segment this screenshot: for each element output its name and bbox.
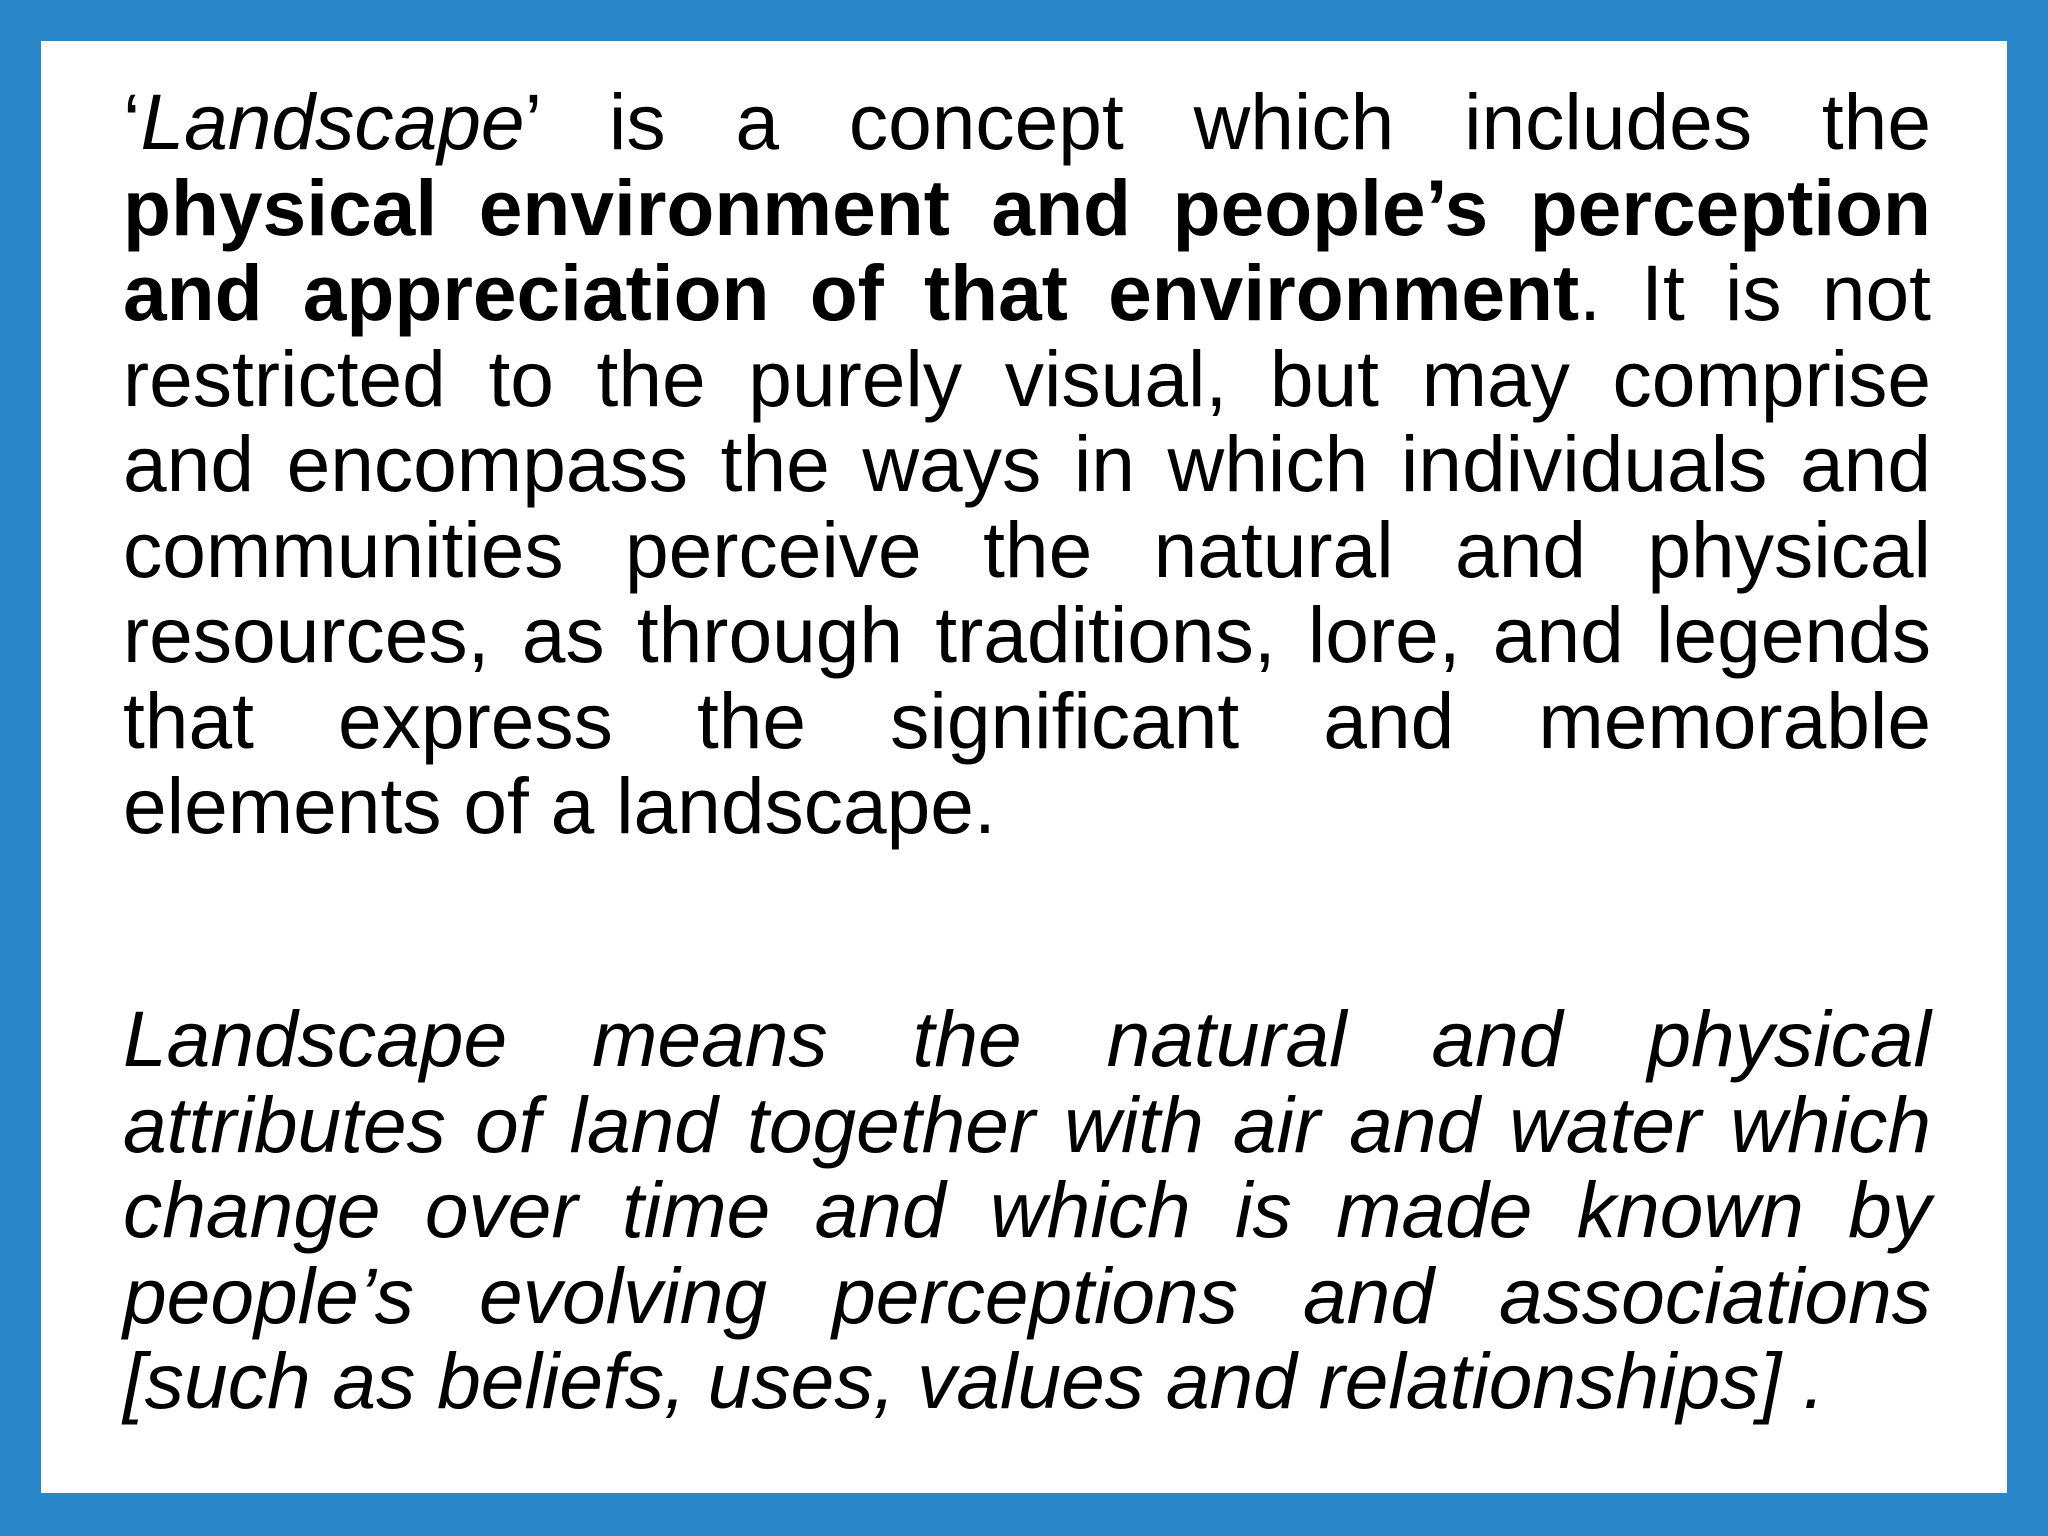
landscape-definition-paragraph (123, 997, 1931, 1425)
paragraph-1-line-7: resources, as through traditions, lore, and legends (123, 591, 1931, 679)
paragraph-1-line-8: that express the significant and memorable (123, 676, 1931, 765)
paragraph-1-line-4: restricted to the purely visual, but may comprise (123, 334, 1931, 423)
open-quote: ‘ (123, 78, 141, 166)
paragraph-1-line-3-bold: and appreciation of that environment (123, 249, 1580, 337)
landscape-concept-paragraph (123, 80, 1931, 850)
paragraph-2-line-2: attributes of land together with air and water which (123, 1080, 1931, 1169)
paragraph-1-line-6: communities perceive the natural and physical (123, 505, 1931, 594)
paragraph-1-line-9: elements of a landscape. (123, 762, 996, 850)
paragraph-1-line-2: physical environment and people’s perception (123, 163, 1931, 252)
paragraph-1-line-3-rest: . It is not (1579, 249, 1931, 337)
landscape-term: Landscape (140, 78, 525, 166)
paragraph-2-line-1: Landscape means the natural and physical (123, 995, 1931, 1083)
paragraph-2-line-5: [such as beliefs, uses, values and relationships] . (123, 1337, 1825, 1425)
paragraph-1-line-5: and encompass the ways in which individuals and (123, 420, 1931, 508)
paragraph-1-line-3 (123, 251, 1931, 337)
paragraph-2-line-4: people’s evolving perceptions and associations (123, 1251, 1931, 1340)
close-quote: ’ (524, 78, 540, 166)
slide-panel (41, 41, 2007, 1493)
paragraph-2-line-3: change over time and which is made known by (123, 1166, 1931, 1254)
paragraph-1-line-1-rest: is a concept which includes the (539, 78, 1931, 166)
paragraph-1-line-1 (123, 80, 1931, 166)
